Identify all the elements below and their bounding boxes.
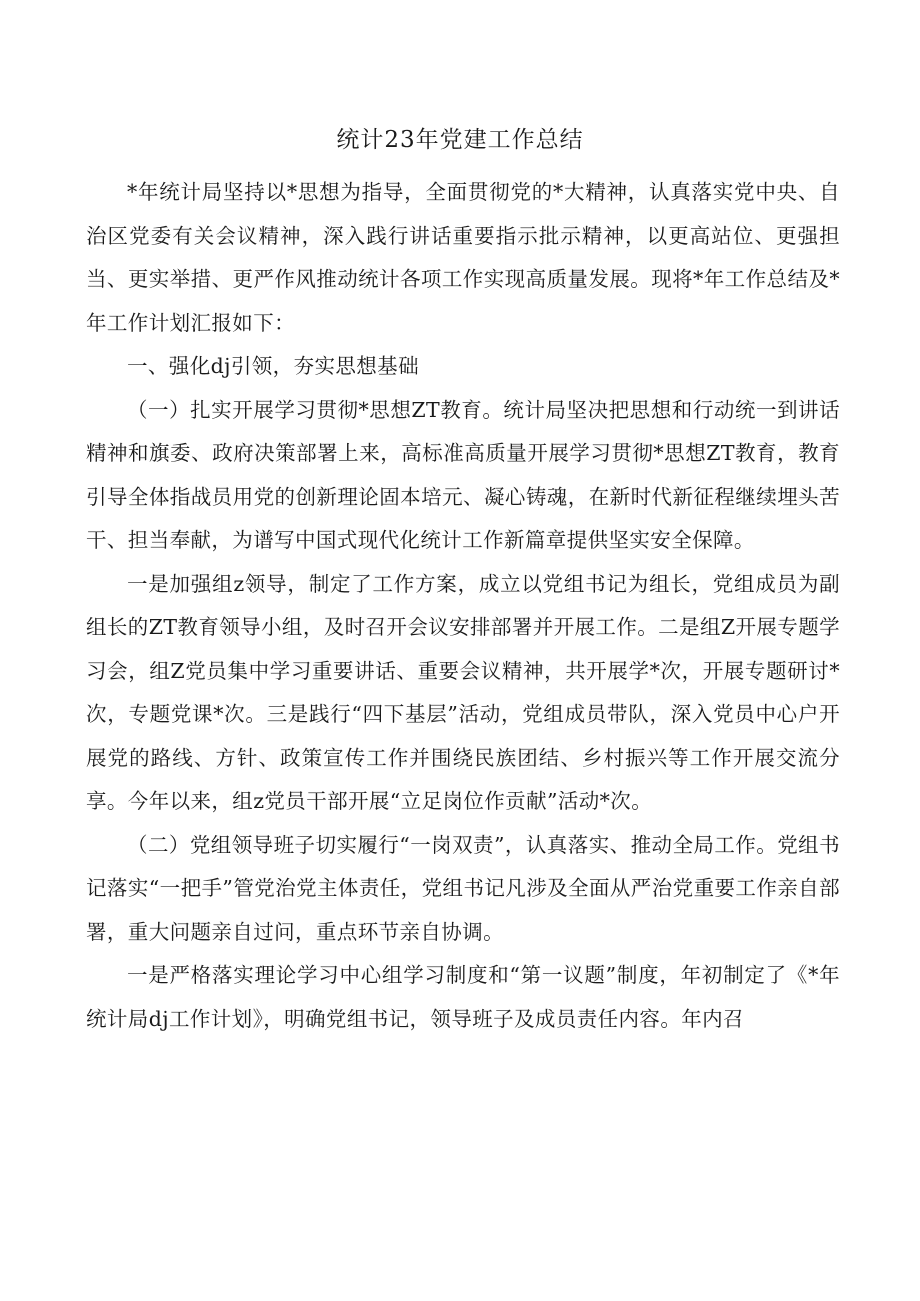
section-heading-1: 一、强化dj引领，夯实思想基础 — [127, 354, 419, 378]
document-body — [86, 171, 840, 1041]
subsection-paragraph-1: （一）扎实开展学习贯彻*思想ZT教育。统计局坚决把思想和行动统一到讲话精神和旗委、政府决策部署上来，高标准高质量开展学习贯彻*思想ZT教育，教育引导全体指战员用党的创新理论固本培元、凝心铸魂，在新时代新征程继续埋头苦干、担当奉献，为谱写中国式现代化统计工作新篇章提供坚实安全保障。 — [86, 397, 840, 552]
document-title: 统计23年党建工作总结 — [336, 127, 584, 153]
body-paragraph-2: 一是严格落实理论学习中心组学习制度和“第一议题”制度，年初制定了《*年统计局dj工作计划》，明确党组书记，领导班子及成员责任内容。年内召 — [86, 963, 840, 1031]
intro-paragraph: *年统计局坚持以*思想为指导，全面贯彻党的*大精神，认真落实党中央、自治区党委有关会议精神，深入践行讲话重要指示批示精神，以更高站位、更强担当、更实举措、更严作风推动统计各项工作实现高质量发展。现将*年工作总结及*年工作计划汇报如下： — [86, 180, 840, 335]
subsection-paragraph-2: （二）党组领导班子切实履行“一岗双责”，认真落实、推动全局工作。党组书记落实“一把手”管党治党主体责任，党组书记凡涉及全面从严治党重要工作亲自部署，重大问题亲自过问，重点环节亲自协调。 — [86, 832, 840, 944]
body-paragraph-1: 一是加强组z领导，制定了工作方案，成立以党组书记为组长，党组成员为副组长的ZT教育领导小组，及时召开会议安排部署并开展工作。二是组Z开展专题学习会，组Z党员集中学习重要讲话、重要会议精神，共开展学*次，开展专题研讨*次，专题党课*次。三是践行“四下基层”活动，党组成员带队，深入党员中心户开展党的路线、方针、政策宣传工作并围绕民族团结、乡村振兴等工作开展交流分享。今年以来，组z党员干部开展“立足岗位作贡献”活动*次。 — [86, 571, 840, 813]
